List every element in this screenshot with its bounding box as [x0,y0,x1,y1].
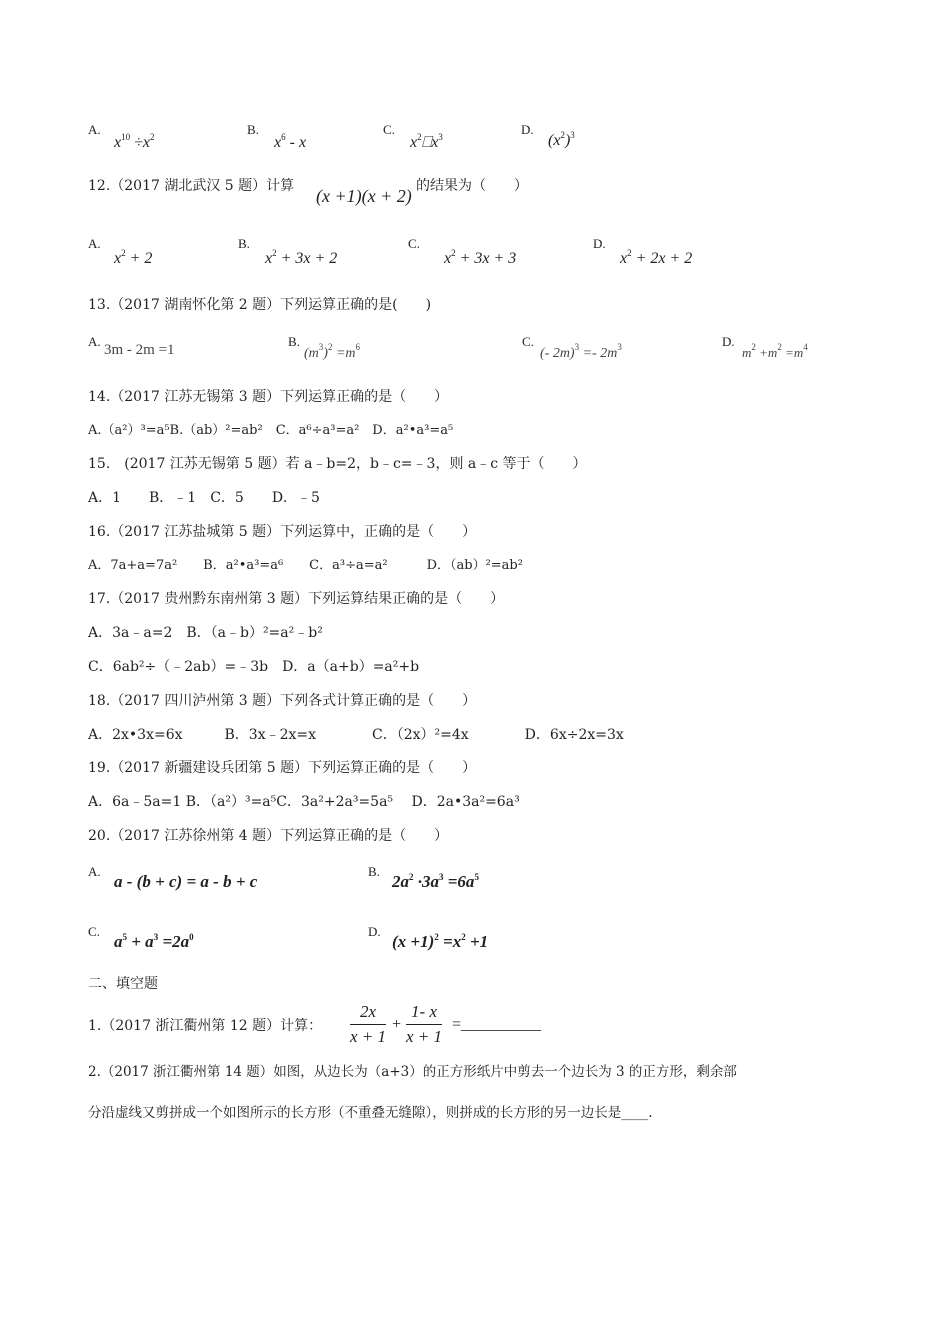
fill1-fraction-1-numerator: 2x [350,1002,386,1025]
q12-expr: (x +1)(x + 2) [316,186,412,206]
q12-option-b-letter: B. [238,236,250,251]
q17-options-line2: C．6ab²÷（﹣2ab）=﹣3b D．a（a+b）=a²+b [88,659,420,675]
q15-options: A．1 B．﹣1 C．5 D．﹣5 [88,490,320,506]
q13-stem: 13.（2017 湖南怀化第 2 题）下列运算正确的是( ) [88,297,432,313]
q12-option-c-letter: C. [408,236,420,251]
q11-option-c-expr: $x^2⎕x^3$ [410,132,443,151]
q13-option-c-letter: C. [522,334,534,349]
q13-option-d-expr: $m^2 +m^2 =m^4$ [742,342,808,360]
q17-stem: 17.（2017 贵州黔东南州第 3 题）下列运算结果正确的是（ ） [88,591,505,607]
fill1-fraction-2-numerator: 1- x [406,1002,442,1025]
q20-option-d-expr: $(x +1)^2 =x^2 +1$ [392,932,489,951]
q11-option-a-expr: $x^{10} \div x^2$ [114,132,155,151]
q11-option-b-expr: $x^6$ - x [274,132,307,151]
q16-stem: 16.（2017 江苏盐城第 5 题）下列运算中，正确的是（ ） [88,524,477,540]
q12-option-a-expr: $x^2 + 2$ [114,248,153,267]
q12-stem-tail: 的结果为（ ） [416,178,528,194]
q14-stem: 14.（2017 江苏无锡第 3 题）下列运算正确的是（ ） [88,389,449,405]
q20-option-d-letter: D. [368,924,381,939]
q13-option-d-letter: D. [722,334,735,349]
q11-option-b-letter: B. [247,122,259,137]
q17-options-line1: A．3a﹣a=2 B．（a﹣b）²=a²﹣b² [88,625,323,641]
q11-option-d-letter: D. [521,122,534,137]
fill1-answer-blank: =__________ [452,1016,542,1033]
fill1-fraction-1 [350,1002,386,1047]
q11-option-c-letter: C. [383,122,395,137]
q12-option-c-expr: $x^2 + 3x + 3$ [444,248,517,267]
q20-option-b-letter: B. [368,864,380,879]
fill1-fraction-2 [406,1002,442,1047]
fill2-line-2: 分沿虚线又剪拼成一个如图所示的长方形（不重叠无缝隙），则拼成的长方形的另一边长是____. [88,1105,653,1121]
q12-stem: 12.（2017 湖北武汉 5 题）计算 [88,178,295,194]
q20-option-c-expr: $a^5 + a^3 =2a^0$ [114,932,194,951]
fill1-plus: + [392,1016,402,1033]
fill2-line-1: 2.（2017 浙江衢州第 14 题）如图，从边长为（a+3）的正方形纸片中剪去一个边长为 3 的正方形，剩余部 [88,1064,737,1080]
q15-stem: 15. (2017 江苏无锡第 5 题）若 a﹣b=2，b﹣c=﹣3，则 a﹣c 等于（ ） [88,456,587,472]
q18-options: A．2x•3x=6x B．3x﹣2x=x C．（2x）²=4x D．6x÷2x=3x [88,727,624,743]
q18-stem: 18.（2017 四川泸州第 3 题）下列各式计算正确的是（ ） [88,693,477,709]
q12-option-d-expr: $x^2 + 2x + 2$ [620,248,693,267]
q20-option-c-letter: C. [88,924,100,939]
q13-option-a-expr: 3m - 2m =1 [104,342,175,358]
q11-option-d-expr: $(x^2)^3$ [548,130,575,149]
q19-options: A．6a﹣5a=1 B．（a²）³=a⁵C．3a²+2a³=5a⁵ D．2a•3a²=6a³ [88,794,520,810]
section-title: 二、填空题 [88,976,158,992]
q13-option-a-letter: A. [88,334,101,349]
q11-option-a-letter: A. [88,122,101,137]
q20-option-a-letter: A. [88,864,101,879]
q16-options: A．7a+a=7a² B．a²•a³=a⁶ C．a³÷a=a² D．（ab）²=ab² [88,558,523,573]
fill1-stem: 1.（2017 浙江衢州第 12 题）计算： [88,1018,323,1034]
q20-option-b-expr: $2a^2 \cdot 3a^3 =6a^5$ [392,872,479,891]
q13-option-b-letter: B. [288,334,300,349]
q12-option-a-letter: A. [88,236,101,251]
q13-option-b-expr: $(m^3)^2 =m^6$ [304,342,361,361]
q13-option-c-expr: (- $2m)^3 =- 2m^3$ [540,342,622,361]
q19-stem: 19.（2017 新疆建设兵团第 5 题）下列运算正确的是（ ） [88,760,477,776]
q14-options: A.（a²）³=a⁵B.（ab）²=ab² C．a⁶÷a³=a² D．a²•a³=a⁵ [88,423,454,438]
q12-option-b-expr: $x^2 + 3x + 2$ [265,248,338,267]
q12-option-d-letter: D. [593,236,606,251]
fill1-fraction-1-denominator: x + 1 [350,1027,387,1046]
q20-stem: 20.（2017 江苏徐州第 4 题）下列运算正确的是（ ） [88,828,449,844]
q20-option-a-expr: a - (b + c) = a - b + c [114,872,258,891]
fill1-fraction-2-denominator: x + 1 [406,1027,443,1046]
